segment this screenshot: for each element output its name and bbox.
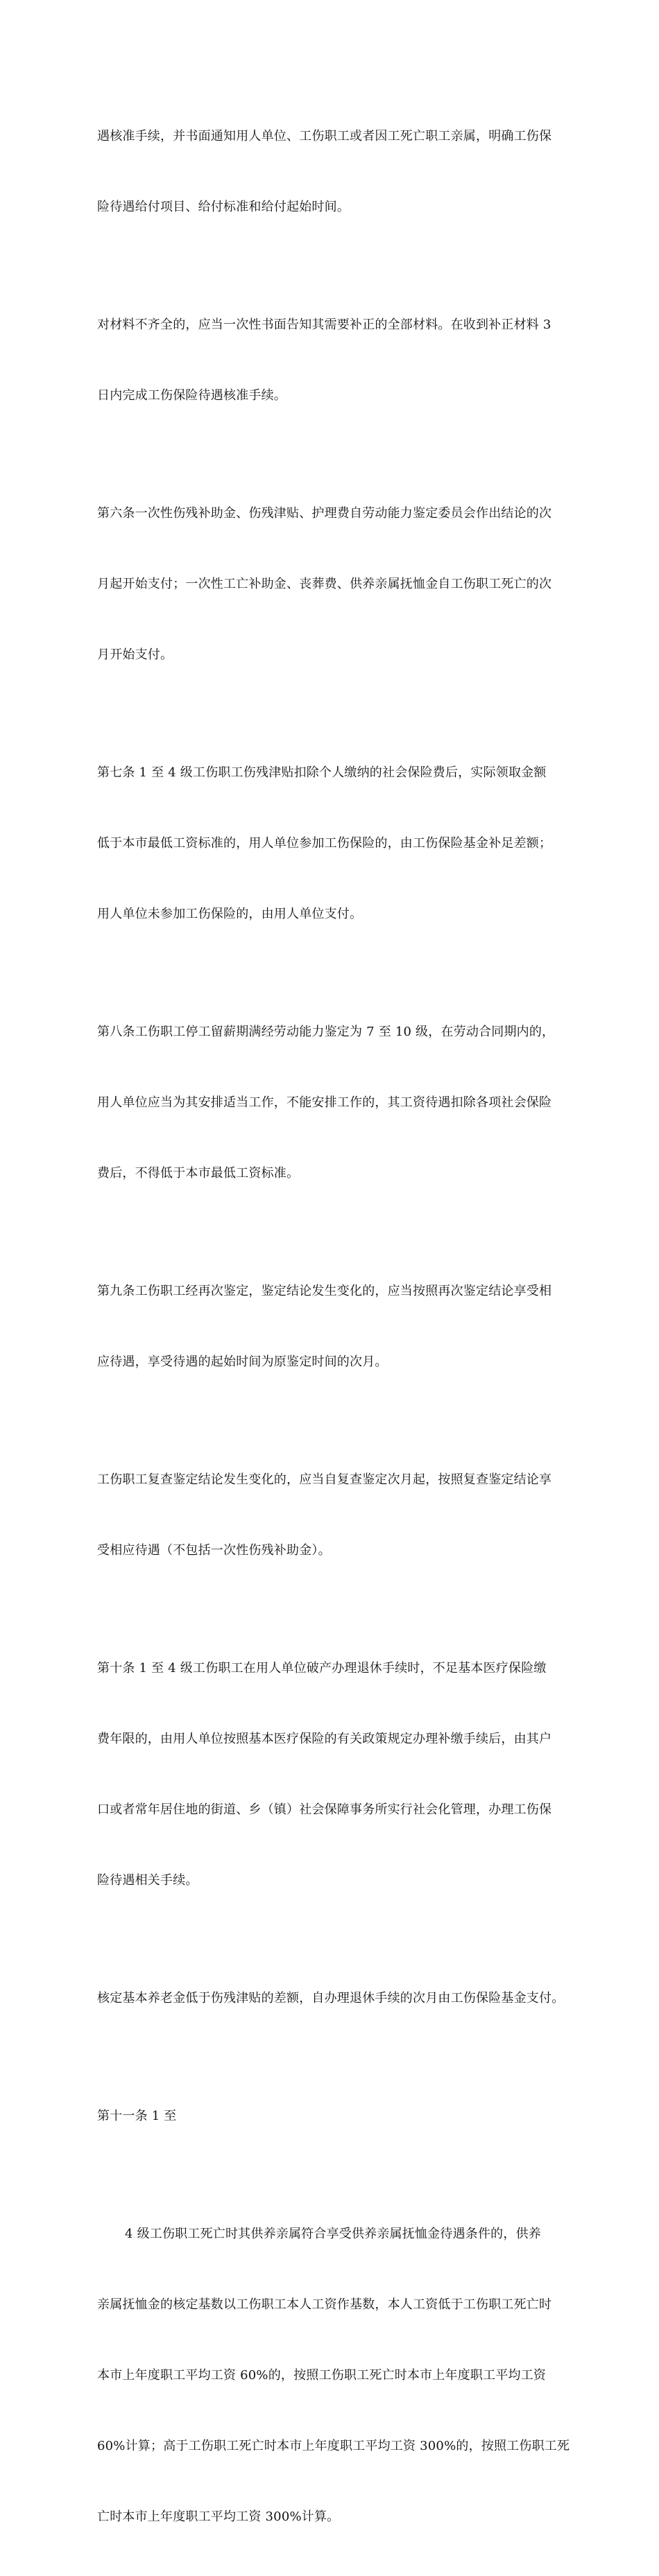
paragraph-article-6 [97,455,576,714]
text-line: 费年限的，由用人单位按照基本医疗保险的有关政策规定办理补缴手续后，由其户 [97,1732,552,1746]
text-line: 第七条 1 至 4 级工伤职工伤残津贴扣除个人缴纳的社会保险费后，实际领取金额 [97,765,547,780]
text-line: 月起开始支付；一次性工亡补助金、丧葬费、供养亲属抚恤金自工伤职工死亡的次 [97,577,552,591]
text-line: 日内完成工伤保险待遇核准手续。 [97,388,286,403]
text-line: 月开始支付。 [97,647,173,662]
paragraph-article-10 [97,1610,576,1940]
text-line: 低于本市最低工资标准的，用人单位参加工伤保险的，由工伤保险基金补足差额； [97,836,552,851]
text-line: 第十条 1 至 4 级工伤职工在用人单位破产办理退休手续时，不足基本医疗保险缴 [97,1661,547,1676]
text-line: 4 级工伤职工死亡时其供养亲属符合享受供养亲属抚恤金待遇条件的，供养 [125,2227,541,2241]
paragraph-article-8 [97,973,576,1233]
text-line: 用人单位应当为其安排适当工作，不能安排工作的，其工资待遇扣除各项社会保险 [97,1095,552,1110]
text-line: 工伤职工复查鉴定结论发生变化的，应当自复查鉴定次月起，按照复查鉴定结论享 [97,1472,552,1487]
paragraph-approval-notice [97,78,576,266]
text-line: 亡时本市上年度职工平均工资 300%计算。 [97,2509,340,2524]
text-line: 应待遇，享受待遇的起始时间为原鉴定时间的次月。 [97,1355,388,1369]
paragraph-incomplete-materials [97,266,576,455]
text-line: 对材料不齐全的，应当一次性书面告知其需要补正的全部材料。在收到补正材料 3 [97,317,551,332]
text-line: 险待遇给付项目、给付标准和给付起始时间。 [97,200,350,214]
text-line: 亲属抚恤金的核定基数以工伤职工本人工资作基数，本人工资低于工伤职工死亡时 [97,2297,552,2312]
paragraph-article-11-body [97,2175,576,2576]
text-line: 口或者常年居住地的街道、乡（镇）社会保障事务所实行社会化管理，办理工伤保 [97,1802,552,1817]
text-line: 60%计算；高于工伤职工死亡时本市上年度职工平均工资 300%的，按照工伤职工死 [97,2439,570,2453]
text-line: 受相应待遇（不包括一次性伤残补助金）。 [97,1543,331,1558]
paragraph-article-11-heading [97,2057,576,2175]
text-line: 第六条一次性伤残补助金、伤残津贴、护理费自劳动能力鉴定委员会作出结论的次 [97,506,552,521]
paragraph-article-7 [97,714,576,973]
document-body [97,78,576,2576]
paragraph-article-9 [97,1233,576,1421]
text-line: 本市上年度职工平均工资 60%的，按照工伤职工死亡时本市上年度职工平均工资 [97,2368,547,2383]
text-line: 费后，不得低于本市最低工资标准。 [97,1166,300,1181]
text-line: 核定基本养老金低于伤残津贴的差额，自办理退休手续的次月由工伤保险基金支付。 [97,1991,565,2005]
text-line: 险待遇相关手续。 [97,1873,198,1888]
text-line: 第九条工伤职工经再次鉴定，鉴定结论发生变化的，应当按照再次鉴定结论享受相 [97,1284,552,1298]
text-line: 遇核准手续，并书面通知用人单位、工伤职工或者因工死亡职工亲属，明确工伤保 [97,129,552,143]
text-line: 用人单位未参加工伤保险的，由用人单位支付。 [97,907,363,921]
text-line: 第八条工伤职工停工留薪期满经劳动能力鉴定为 7 至 10 级，在劳动合同期内的， [97,1025,555,1039]
paragraph-review-appraisal [97,1421,576,1610]
paragraph-pension-difference [97,1940,576,2057]
text-line: 第十一条 1 至 [97,2109,177,2123]
